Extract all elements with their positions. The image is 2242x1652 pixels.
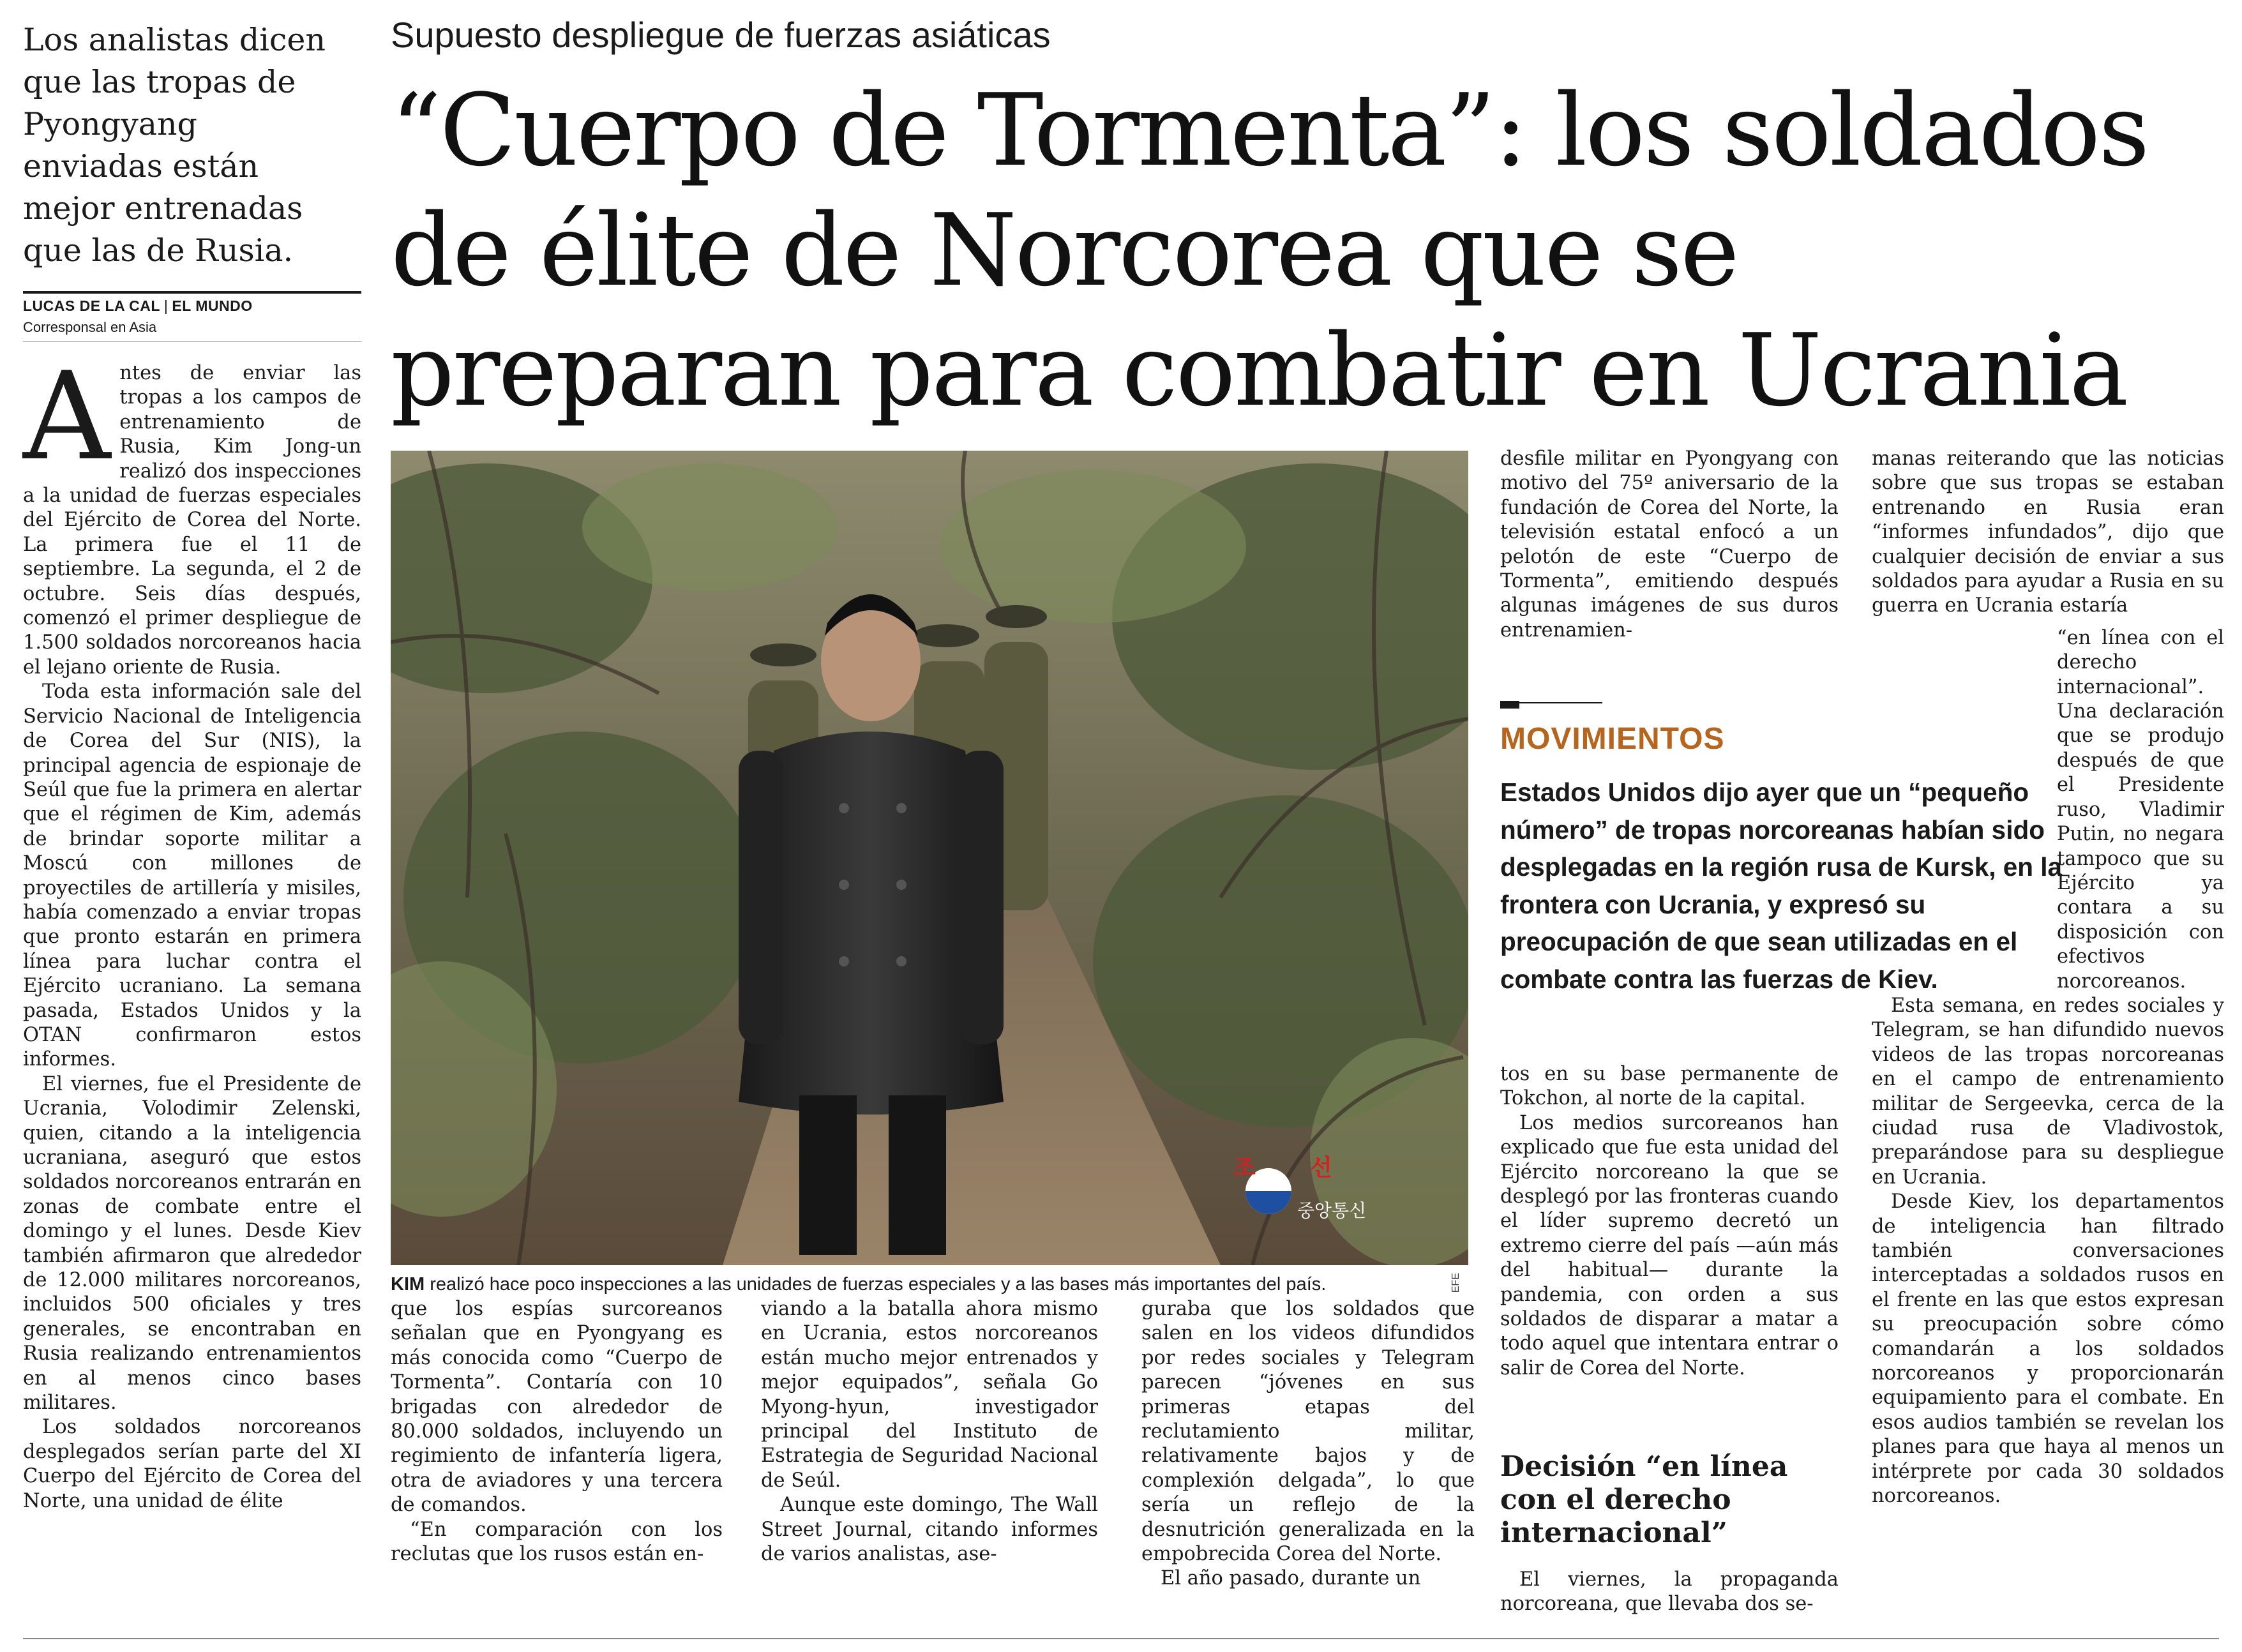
logo-text: 중앙통신 [1297, 1200, 1367, 1221]
page-bottom-rule [23, 1638, 2219, 1639]
forest-scene-illustration [391, 451, 1468, 1265]
article-column-4 [1141, 1297, 1475, 1591]
article-paragraph: Desde Kiev, los departamentos de inteligencia han filtrado también conversaciones interceptadas a soldados rusos en el frente en las que estos expresan su preocupación sobre cómo comandarán a los soldados norcoreanos y proporcionarán equipamiento para el combate. En esos audios también se revelan los planes para que haya al menos un intérprete por cada 30 soldados norcoreanos. [1872, 1190, 2224, 1508]
article-paragraph: tos en su base permanente de Tokchon, al norte de la capital. [1500, 1063, 1839, 1110]
headline-line: de élite de Norcorea que se [391, 192, 1738, 308]
caption-lead: KIM [391, 1274, 425, 1295]
paragraph-text: ntes de enviar las tropas a los campos de entrenamiento de Rusia, Kim Jong-un realizó dos inspecciones a la unidad de fuerzas especiales del Ejército de Corea del Norte. La primera fue el 11 de septiembre. La segunda, el 2 de octubre. Seis días después, comenzó el primer despliegue de 1.500 soldados norcoreanos hacia el lejano oriente de Rusia. [23, 362, 361, 679]
photo-caption [391, 1273, 1476, 1296]
deck-line: enviadas están [23, 148, 259, 184]
byline [23, 297, 253, 315]
byline-outlet: EL MUNDO [172, 297, 253, 314]
article-paragraph: Aunque este domingo, The Wall Street Journal, citando informes de varios analistas, ase- [761, 1494, 1098, 1566]
article-paragraph [1872, 447, 2224, 619]
deck-line: mejor entrenadas [23, 190, 303, 227]
sidebar-label: MOVIMIENTOS [1500, 722, 1725, 756]
headline [391, 70, 2216, 430]
article-paragraph: Los medios surcoreanos han explicado que fue esta unidad del Ejército norcoreano la que se desplegó por las fronteras cuando el líder supremo decretó un extremo cierre del país —aún más del habitual— durante la pandemia, con orden a sus soldados de disparar a matar a todo aquel que intentara entrar o salir de Corea del Norte. [1500, 1111, 1839, 1379]
article-paragraph: Los soldados norcoreanos desplegados serían parte del XI Cuerpo del Ejército de Corea del Norte, una unidad de élite [23, 1416, 361, 1512]
article-paragraph [23, 346, 361, 680]
sidebar-divider [1500, 702, 1602, 703]
article-column-1 [23, 346, 361, 1513]
byline-divider-bottom [23, 341, 361, 342]
caption-text: realizó hace poco inspecciones a las unidades de fuerzas especiales y a las bases más importantes del país. [425, 1274, 1327, 1295]
article-paragraph: Toda esta información sale del Servicio Nacional de Inteligencia de Corea del Sur (NIS), la principal agencia de espionaje de Seúl que fue la primera en alertar que el régimen de Kim, además de brindar soporte militar a Moscú con millones de proyectiles de artillería y misiles, había comenzado a enviar tropas que pronto estarán en primera línea para luchar contra el Ejército ucraniano. La semana pasada, Estados Unidos y la OTAN confirmaron estos informes. [23, 680, 361, 1071]
article-paragraph: El viernes, fue el Presidente de Ucrania, Volodimir Zelenski, quien, citando a la inteligencia ucraniana, aseguró que estos soldados norcoreanos entrarán en zonas de combate entre el domingo y el lunes. Desde Kiev también afirmaron que alrededor de 12.000 militares norcoreanos, incluidos 500 oficiales y tres generales, se encontraban en Rusia realizando entrenamientos en al menos cinco bases militares. [23, 1072, 361, 1415]
byline-divider-top [23, 291, 361, 294]
article-paragraph: “En comparación con los reclutas que los rusos están en- [391, 1518, 723, 1566]
article-paragraph: Esta semana, en redes sociales y Telegram, se han difundido nuevos videos de las tropas norcoreanas en el campo de entrenamiento militar de Sergeevka, cerca de la ciudad rusa de Vladivostok, preparándose para su despliegue en Ucrania. [1872, 994, 2224, 1189]
article-column-5-end [1500, 1568, 1839, 1617]
deck [23, 19, 355, 272]
byline-separator: | [163, 297, 169, 314]
article-paragraph: El año pasado, durante un [1161, 1567, 1421, 1590]
deck-line: que las tropas de [23, 64, 296, 100]
article-column-2 [391, 1297, 723, 1566]
drop-cap: A [23, 346, 111, 487]
article-paragraph: viando a la batalla ahora mismo en Ucrania, estos norcoreanos están mucho mejor entrenados y mejor equipados”, señala Go Myong-hyun, investigador principal del Instituto de Estrategia de Seguridad Nacional de Seúl. [761, 1298, 1098, 1492]
deck-line: Los analistas dicen [23, 22, 326, 58]
logo-char: 조 [1233, 1155, 1256, 1181]
deck-line: que las de Rusia. [23, 232, 294, 269]
article-paragraph: guraba que los soldados que salen en los videos difundidos por redes sociales y Telegram parecen “jóvenes en sus primeras etapas del reclutamiento militar, relativamente bajos y de complexión delgada”, lo que sería un reflejo de la desnutrición generalizada en la empobrecida Corea del Norte. [1141, 1298, 1475, 1566]
photo-credit: EFE [1450, 1273, 1461, 1293]
byline-author: LUCAS DE LA CAL [23, 297, 160, 314]
headline-line: preparan para combatir en Ucrania [391, 312, 2127, 428]
section-subhead: Decisión “en línea con el derecho internacional” [1500, 1450, 1788, 1549]
kicker: Supuesto despliegue de fuerzas asiáticas [391, 15, 1051, 55]
deck-line: Pyongyang [23, 106, 197, 142]
logo-char: 선 [1310, 1155, 1332, 1181]
sidebar-text: Estados Unidos dijo ayer que un “pequeño número” de tropas norcoreanas habían sido desplegadas en la región rusa de Kursk, en la frontera con Ucrania, y expresó su preocupación de que sean utilizadas en el combate contra las fuerzas de Kiev. [1500, 777, 2063, 994]
article-paragraph: desfile militar en Pyongyang con motivo del 75º aniversario de la fundación de Corea del Norte, la televisión estatal enfocó a un pelotón de este “Cuerpo de Tormenta”, emitiendo después algunas imágenes de sus duros entrenamien- [1500, 447, 1839, 642]
article-column-5-bottom [1500, 1062, 1839, 1381]
article-column-6 [1872, 447, 2224, 1508]
article-paragraph: “en línea con el derecho internacional”. Una declaración que se produjo después de que el Presidente ruso, Vladimir Putin, no negara tampoco que su Ejército ya contara a su disposición con efectivos norcoreanos. [2057, 626, 2224, 993]
article-column-5-top [1500, 447, 1839, 643]
article-paragraph: que los espías surcoreanos señalan que en Pyongyang es más conocida como “Cuerpo de Tormenta”. Contaría con 10 brigadas con alrededor de 80.000 soldados, incluyendo un regimiento de infantería ligera, otra de aviadores y una tercera de comandos. [391, 1298, 723, 1517]
paragraph-text: manas reiterando que las noticias sobre que sus tropas se estaban entrenando en Rusia eran “informes infundados”, dijo que cualquier decisión de enviar a sus soldados para ayudar a Rusia en su guerra en Ucrania estaría [1872, 447, 2224, 617]
news-photo [391, 451, 1468, 1265]
byline-role: Corresponsal en Asia [23, 319, 157, 335]
article-paragraph: El viernes, la propaganda norcoreana, que llevaba dos se- [1500, 1568, 1839, 1616]
headline-line: “Cuerpo de Tormenta”: los soldados [391, 72, 2148, 188]
article-column-3 [761, 1297, 1098, 1566]
